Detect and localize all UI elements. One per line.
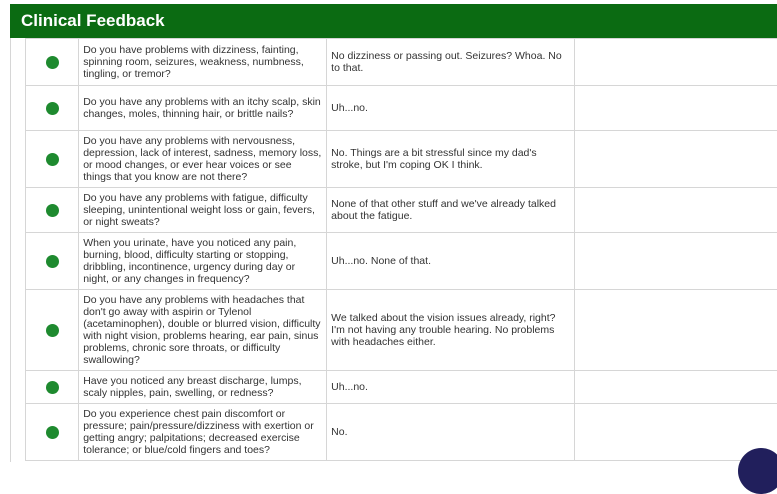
question-cell: Do you have problems with dizziness, fainting, spinning room, seizures, weakness, numbness, tingling, or tremor? [79, 39, 327, 86]
empty-cell [575, 233, 777, 290]
status-cell [26, 39, 79, 86]
table-row [26, 131, 777, 188]
answer-cell: Uh...no. None of that. [327, 233, 575, 290]
table-row [26, 371, 777, 404]
question-cell: Do you experience chest pain discomfort or pressure; pain/pressure/dizziness with exertion or getting angry; palpitations; decreased exercise tolerance; or blue/cold fingers and toes? [79, 404, 327, 461]
question-cell: Have you noticed any breast discharge, lumps, scaly nipples, pain, swelling, or redness? [79, 371, 327, 404]
question-cell: When you urinate, have you noticed any pain, burning, blood, difficulty starting or stopping, dribbling, incontinence, urgency during day or night, or any changes in frequency? [79, 233, 327, 290]
table-row [26, 188, 777, 233]
question-cell: Do you have any problems with an itchy scalp, skin changes, moles, thinning hair, or brittle nails? [79, 86, 327, 131]
answer-cell: We talked about the vision issues already, right? I'm not having any trouble hearing. No problems with headaches either. [327, 290, 575, 371]
table-row [26, 233, 777, 290]
question-cell: Do you have any problems with nervousness, depression, lack of interest, sadness, memory loss, or mood changes, or ever hear voices or see things that you know are not there? [79, 131, 327, 188]
status-cell [26, 233, 79, 290]
empty-cell [575, 371, 777, 404]
page-header [10, 4, 777, 38]
page-title: Clinical Feedback [21, 11, 165, 30]
status-cell [26, 86, 79, 131]
status-dot-icon [46, 381, 59, 394]
answer-cell: No. [327, 404, 575, 461]
answer-cell: No. Things are a bit stressful since my dad's stroke, but I'm coping OK I think. [327, 131, 575, 188]
status-dot-icon [46, 56, 59, 69]
status-dot-icon [46, 102, 59, 115]
table-row [26, 86, 777, 131]
empty-cell [575, 131, 777, 188]
question-cell: Do you have any problems with headaches that don't go away with aspirin or Tylenol (acetaminophen), double or blurred vision, difficulty with night vision, problems hearing, ear pain, sinus problems, chronic sore throats, or difficulty swallowing? [79, 290, 327, 371]
status-dot-icon [46, 255, 59, 268]
feedback-panel [10, 38, 777, 462]
status-cell [26, 131, 79, 188]
empty-cell [575, 290, 777, 371]
empty-cell [575, 39, 777, 86]
table-row [26, 404, 777, 461]
status-cell [26, 188, 79, 233]
answer-cell: Uh...no. [327, 86, 575, 131]
answer-cell: Uh...no. [327, 371, 575, 404]
status-cell [26, 290, 79, 371]
table-row [26, 39, 777, 86]
answer-cell: No dizziness or passing out. Seizures? Whoa. No to that. [327, 39, 575, 86]
status-dot-icon [46, 153, 59, 166]
status-dot-icon [46, 324, 59, 337]
status-dot-icon [46, 204, 59, 217]
floating-help-button[interactable] [738, 448, 777, 494]
answer-cell: None of that other stuff and we've already talked about the fatigue. [327, 188, 575, 233]
table-row [26, 290, 777, 371]
feedback-table [25, 38, 777, 461]
empty-cell [575, 86, 777, 131]
status-dot-icon [46, 426, 59, 439]
empty-cell [575, 188, 777, 233]
question-cell: Do you have any problems with fatigue, difficulty sleeping, unintentional weight loss or gain, fevers, or night sweats? [79, 188, 327, 233]
status-cell [26, 404, 79, 461]
status-cell [26, 371, 79, 404]
